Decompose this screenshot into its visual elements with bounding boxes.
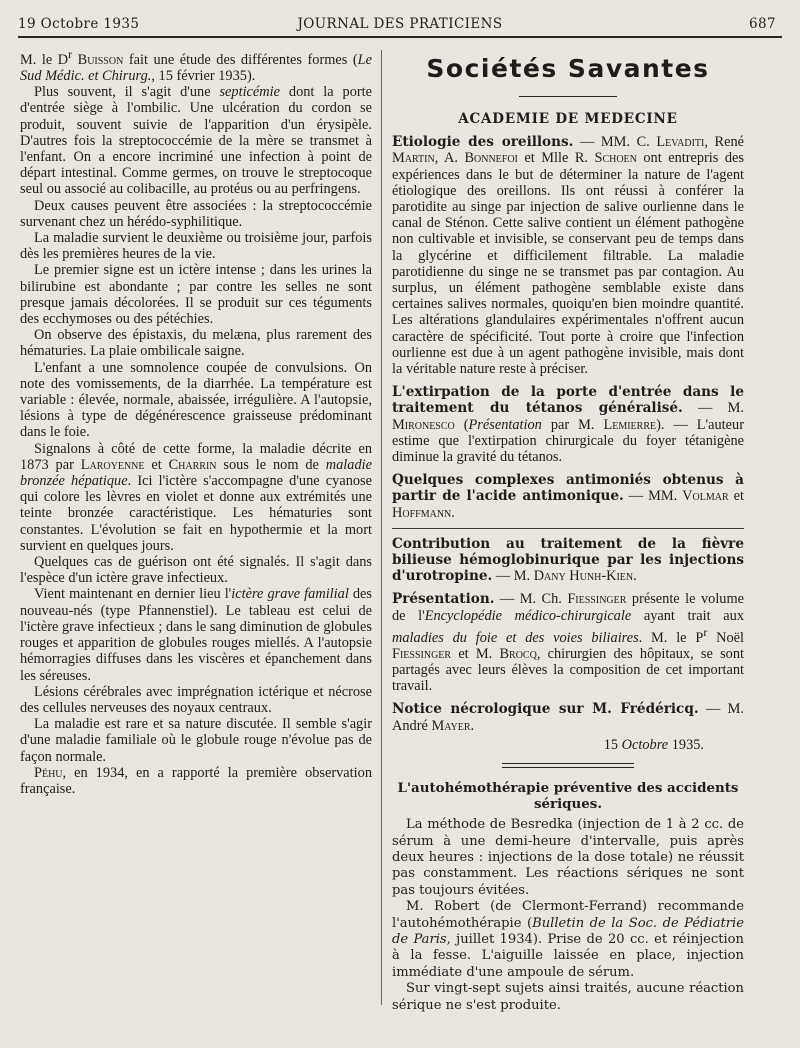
paragraph: L'enfant a une somnolence coupée de convulsions. On note des vomissements, de la diarrhée. La température est variable : élevée, normale, abaissée, irrégulière. A l'autopsie, lésions à type de dégénérescence graisseuse prédominant dans le foie. [20, 359, 372, 441]
paragraph: Deux causes peuvent être associées : la streptococcémie survenant chez un hérédo-syphilitique. [20, 197, 372, 230]
report-item: Présentation. — M. Ch. Fiessinger présente le volume de l'Encyclopédie médico-chirurgicale ayant trait aux maladies du foie et des voies biliaires. M. le $P^r$ Noël Fiessinger et M. Brocq, chirurgien des hôpitaux, se sont partagés avec leurs élèves la composition de cet important travail. [392, 591, 744, 695]
paragraph: Le premier signe est un ictère intense ; dans les urines la bilirubine est abondante ; par contre les selles ne sont presque jamais décolorées. Il se produit sur ces téguments des ecchymoses ou des pétéchies. [20, 262, 372, 328]
article-title: L'autohémothérapie préventive des accidents sériques. [397, 780, 739, 813]
paragraph: Quelques cas de guérison ont été signalés. Il s'agit dans l'espèce d'un ictère grave infectieux. [20, 554, 372, 587]
report-item: Notice nécrologique sur M. Frédéricq. — M. André Mayer. [392, 701, 744, 734]
report-item: L'extirpation de la porte d'entrée dans le traitement du tétanos généralisé. — M. Mironesco (Présentation par M. Lemierre). — L'auteur estime que l'extirpation chirurgicale du foyer tétanigène diminue la gravité du tétanos. [392, 384, 745, 466]
academy-heading: ACADEMIE DE MEDECINE [458, 111, 678, 127]
page-number: 687 [749, 16, 776, 32]
item-separator [392, 528, 744, 529]
section-rule [519, 96, 617, 97]
paragraph: La maladie survient le deuxième ou troisième jour, parfois dès les premières heures de la vie. [20, 230, 372, 263]
double-rule [502, 763, 634, 768]
left-column [20, 46, 372, 797]
paragraph: Vient maintenant en dernier lieu l'ictère grave familial des nouveau-nés (type Pfannenstiel). Le tableau est celui de l'ictère grave infectieux ; dans le sang diminution de globules rouges et apparition de globules rouges miellés. A l'autopsie hémorragies diffuses dans les viscères et épanchement dans les séreuses. [20, 586, 372, 684]
paragraph: Péhu, en 1934, en a rapporté la première observation française. [20, 764, 372, 797]
report-item: Quelques complexes antimoniés obtenus à partir de l'acide antimonique. — MM. Volmar et Hoffmann. [392, 472, 744, 521]
paragraph: M. Robert (de Clermont-Ferrand) recommande l'autohémothérapie (Bulletin de la Soc. de Pédiatrie de Paris, juillet 1934). Prise de 20 cc. et réinjection à la fesse. L'aiguille laissée en place, injection immédiate d'une ampoule de sérum. [392, 899, 744, 980]
report-item: Etiologie des oreillons. — MM. C. Levaditi, René Martin, A. Bonnefoi et Mlle R. Schoen ont entrepris des expériences dans le but de déterminer la nature de l'agent étiologique des oreillons. Ils ont réussi à conférer la parotidite au singe par injection de salive ourlienne dans le canal de Sténon. Cette salive contient un élément pathogène non cultivable et invisible, se conservant peu de temps dans la glycérine et difficilement filtrable. La maladie parotidienne du singe ne se transmet pas par contagion. Au surplus, un élément pathogène semblable existe dans certaines salives normales, quoiqu'en bien moindre quantité. Les altérations glandulaires expérimentales n'offrent aucun caractère de spécificité. Tout porte à croire que l'infection ourlienne est due à un agent pathogène invisible, mais dont la véritable nature reste à préciser. [392, 134, 745, 378]
paragraph: M. le $D^r$ Buisson fait une étude des différentes formes (Le Sud Médic. et Chirurg., 15 février 1935). [20, 47, 372, 84]
paragraph: Plus souvent, il s'agit d'une septicémie dont la porte d'entrée siège à l'ombilic. Une ulcération du cordon se produit, souvent suivie de l'apparition d'un érysipèle. D'autres fois la streptococcémie de la mère se transmet à l'enfant. On a encore incriminé une infection à point de départ intestinal. Comme germes, on trouve le streptocoque seul ou associé au colibacille, au protéus ou au perfringens. [20, 84, 372, 198]
paragraph: La méthode de Besredka (injection de 1 à 2 cc. de sérum à une demi-heure d'intervalle, puis après deux heures : injections de la dose totale) ne réussit pas constamment. Les réactions sériques ne sont pas toujours évitées. [392, 817, 744, 898]
journal-title: JOURNAL DES PRATICIENS [297, 16, 503, 32]
paragraph: La maladie est rare et sa nature discutée. Il semble s'agir d'une maladie familiale où le globule rouge n'évolue pas de façon normale. [20, 716, 372, 765]
issue-date: 19 Octobre 1935 [18, 16, 140, 32]
paragraph: Sur vingt-sept sujets ainsi traités, aucune réaction sérique ne s'est produite. [392, 981, 744, 1013]
column-divider [381, 50, 382, 1005]
section-title: Sociétés Savantes [426, 54, 710, 83]
report-date: 15 Octobre 1935. [603, 736, 704, 753]
paragraph: Signalons à côté de cette forme, la maladie décrite en 1873 par Laroyenne et Charrin sous le nom de maladie bronzée hépatique. Ici l'ictère s'accompagne d'une cyanose qui colore les lèvres en violet et donne aux extrémités une teinte bronzée caractéristique. Les hématuries sont constantes. L'évolution se fait en hypothermie et la mort survient en quelques jours. [20, 440, 372, 554]
report-item: Contribution au traitement de la fièvre bilieuse hémoglobinurique par les injections d'urotropine. — M. Dany Hunh-Kien. [392, 535, 744, 585]
right-column [392, 46, 744, 1014]
paragraph: Lésions cérébrales avec imprégnation ictérique et nécrose des cellules nerveuses des noyaux centraux. [20, 683, 372, 716]
running-head [18, 14, 782, 38]
article-body [392, 817, 744, 1014]
paragraph: On observe des épistaxis, du melæna, plus rarement des hématuries. La plaie ombilicale saigne. [20, 327, 372, 360]
